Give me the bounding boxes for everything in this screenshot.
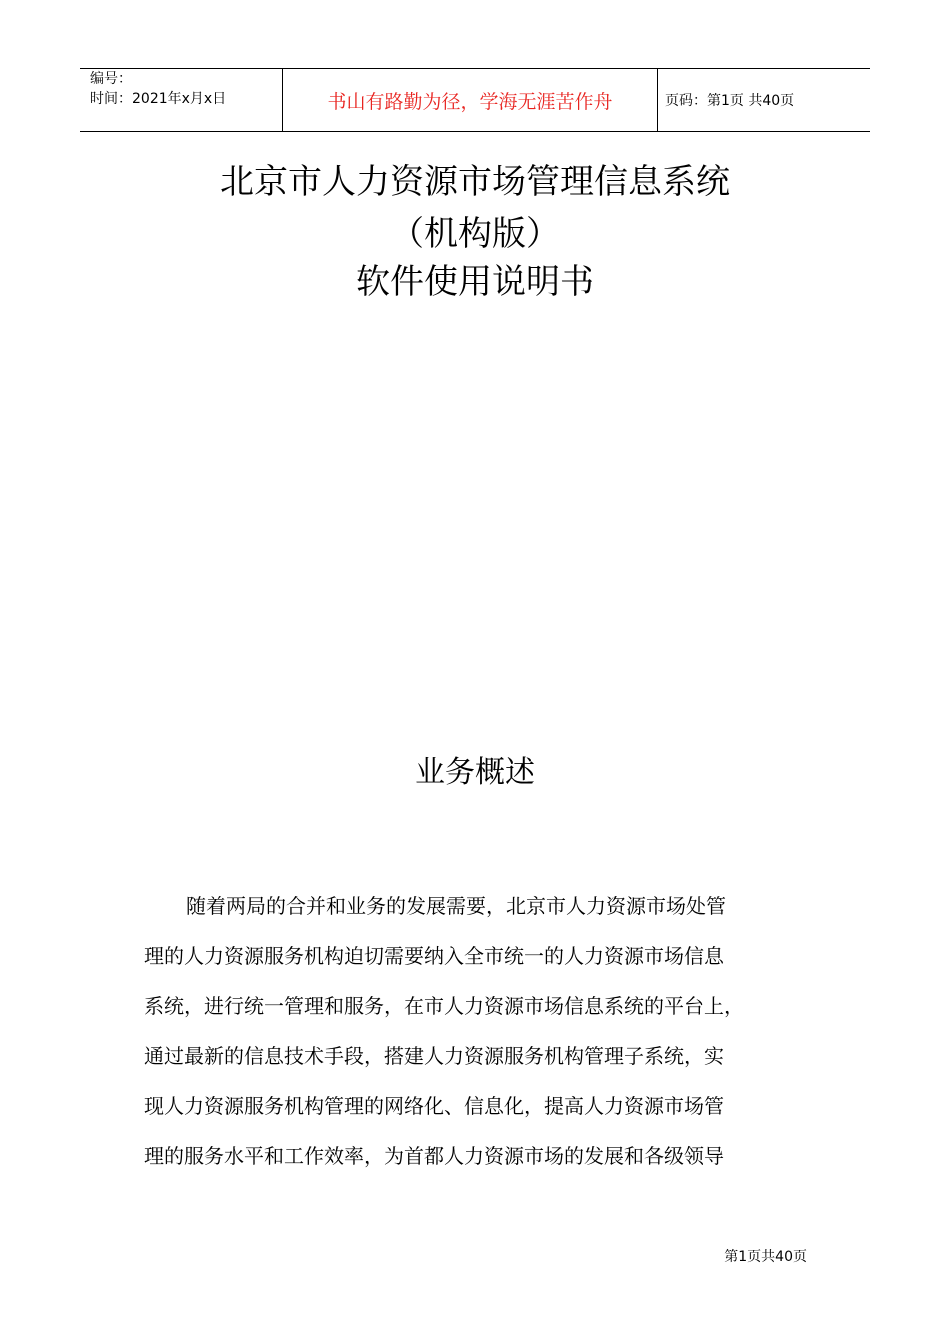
document-title-line-1: 北京市人力资源市场管理信息系统 [220, 162, 730, 202]
header-motto-cell [282, 69, 658, 131]
paragraph-line: 理的人力资源服务机构迫切需要纳入全市统一的人力资源市场信息 [144, 944, 724, 968]
header-meta [80, 69, 282, 131]
document-title-line-2: （机构版） [390, 214, 560, 254]
paragraph-line: 随着两局的合并和业务的发展需要，北京市人力资源市场处管 [186, 894, 726, 918]
section-title: 业务概述 [415, 755, 535, 790]
paragraph-line: 现人力资源服务机构管理的网络化、信息化，提高人力资源市场管 [144, 1094, 724, 1118]
header-page-info: 页码：第1页 共40页 [665, 93, 795, 109]
document-time-label: 时间：2021年x月x日 [90, 91, 227, 107]
body-paragraph [144, 888, 834, 1188]
document-title-line-3: 软件使用说明书 [356, 262, 594, 302]
header-page-cell [657, 69, 870, 131]
page-footer-number: 第1页共40页 [724, 1249, 807, 1265]
paragraph-line: 通过最新的信息技术手段，搭建人力资源服务机构管理子系统，实 [144, 1044, 724, 1068]
paragraph-line: 理的服务水平和工作效率，为首都人力资源市场的发展和各级领导 [144, 1144, 724, 1168]
document-number-label: 编号： [90, 71, 132, 87]
paragraph-line: 系统，进行统一管理和服务，在市人力资源市场信息系统的平台上， [144, 994, 744, 1018]
header-motto: 书山有路勤为径，学海无涯苦作舟 [327, 90, 613, 113]
page-header [80, 68, 870, 132]
